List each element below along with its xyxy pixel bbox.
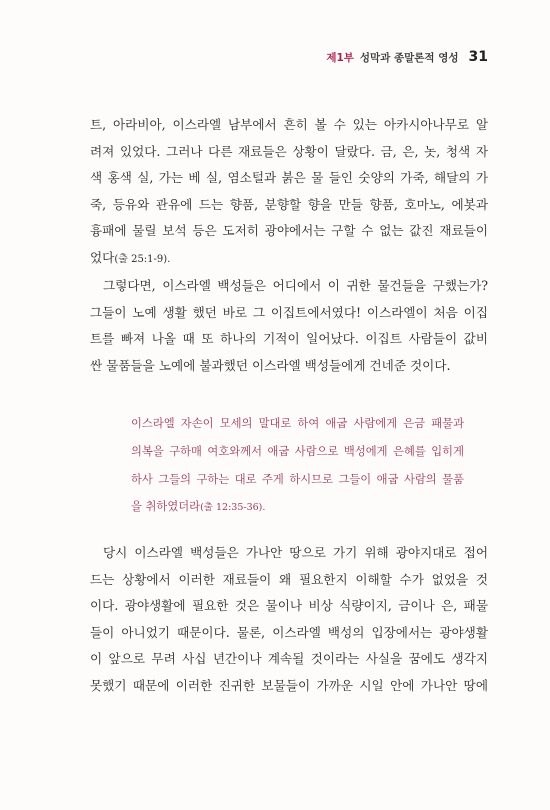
scripture-reference: (출 12:35-36).: [200, 502, 266, 514]
text-line: 색 홍색 실, 가는 베 실, 염소털과 붉은 물 들인 숫양의 가죽, 해달의 가: [90, 170, 488, 186]
text-line: 들이 아니었기 때문이다. 물론, 이스라엘 백성의 입장에서는 광야생활: [90, 624, 488, 640]
scripture-reference: (출 25:1-9).: [114, 253, 171, 265]
quote-line: 의복을 구하매 여호와께서 애굽 사람으로 백성에게 은혜를 입히게: [131, 444, 464, 458]
text-line: [90, 245, 488, 274]
text-line: 드는 상황에서 이러한 재료들이 왜 필요한지 이해할 수가 없었을 것: [90, 571, 488, 587]
text-line: 그렇다면, 이스라엘 백성들은 어디에서 이 귀한 물건들을 구했는가?: [103, 278, 488, 293]
text-line-part: 었다: [90, 249, 115, 265]
text-line: 그들이 노예 생활 했던 바로 그 이집트에서였다! 이스라엘이 처음 이집: [90, 304, 488, 320]
paragraph-1: [90, 112, 488, 274]
text-line: 흉패에 물릴 보석 등은 도저히 광야에서는 구할 수 없는 값진 재료들이: [90, 223, 488, 239]
text-line: 싼 물품들을 노예에 불과했던 이스라엘 백성들에게 건네준 것이다.: [90, 357, 451, 373]
quote-line: 이스라엘 자손이 모세의 말대로 하여 애굽 사람에게 은금 패물과: [131, 417, 464, 430]
page-number: 31: [468, 49, 488, 65]
quote-line: 하사 그들의 구하는 대로 주게 하시므로 그들이 애굽 사람의 물품: [131, 472, 464, 486]
quote-line: [131, 493, 464, 522]
text-line: 트를 빠져 나올 때 또 하나의 기적이 일어났다. 이집트 사람들이 값비: [90, 331, 488, 347]
quote-line-part: 을 취하였더라: [131, 500, 201, 514]
running-header: [326, 49, 488, 65]
text-line: 이다. 광야생활에 필요한 것은 물이나 비상 식량이지, 금이나 은, 패물: [90, 598, 488, 614]
text-line: 트, 아라비아, 이스라엘 남부에서 흔히 볼 수 있는 아카시아나무로 알: [90, 117, 488, 132]
section-title: 성막과 종말론적 영성: [359, 52, 459, 64]
paragraph-2: [90, 273, 488, 379]
text-line: 려져 있었다. 그러나 다른 재료들은 상황이 달랐다. 금, 은, 놋, 청색 자: [90, 143, 488, 159]
paragraph-3: [90, 540, 488, 700]
part-label: 제1부: [326, 52, 354, 64]
text-line: 당시 이스라엘 백성들은 가나안 땅으로 가기 위해 광야지대로 접어: [103, 545, 488, 560]
text-line: 이 앞으로 무려 사십 년간이나 계속될 것이라는 사실을 꿈에도 생각지: [90, 651, 488, 667]
scripture-quote: [131, 410, 464, 522]
text-line: 못했기 때문에 이러한 진귀한 보물들이 가까운 시일 안에 가나안 땅에: [90, 677, 488, 693]
text-line: 죽, 등유와 관유에 드는 향품, 분향할 향을 만들 향품, 호마노, 에봇과: [90, 196, 488, 212]
